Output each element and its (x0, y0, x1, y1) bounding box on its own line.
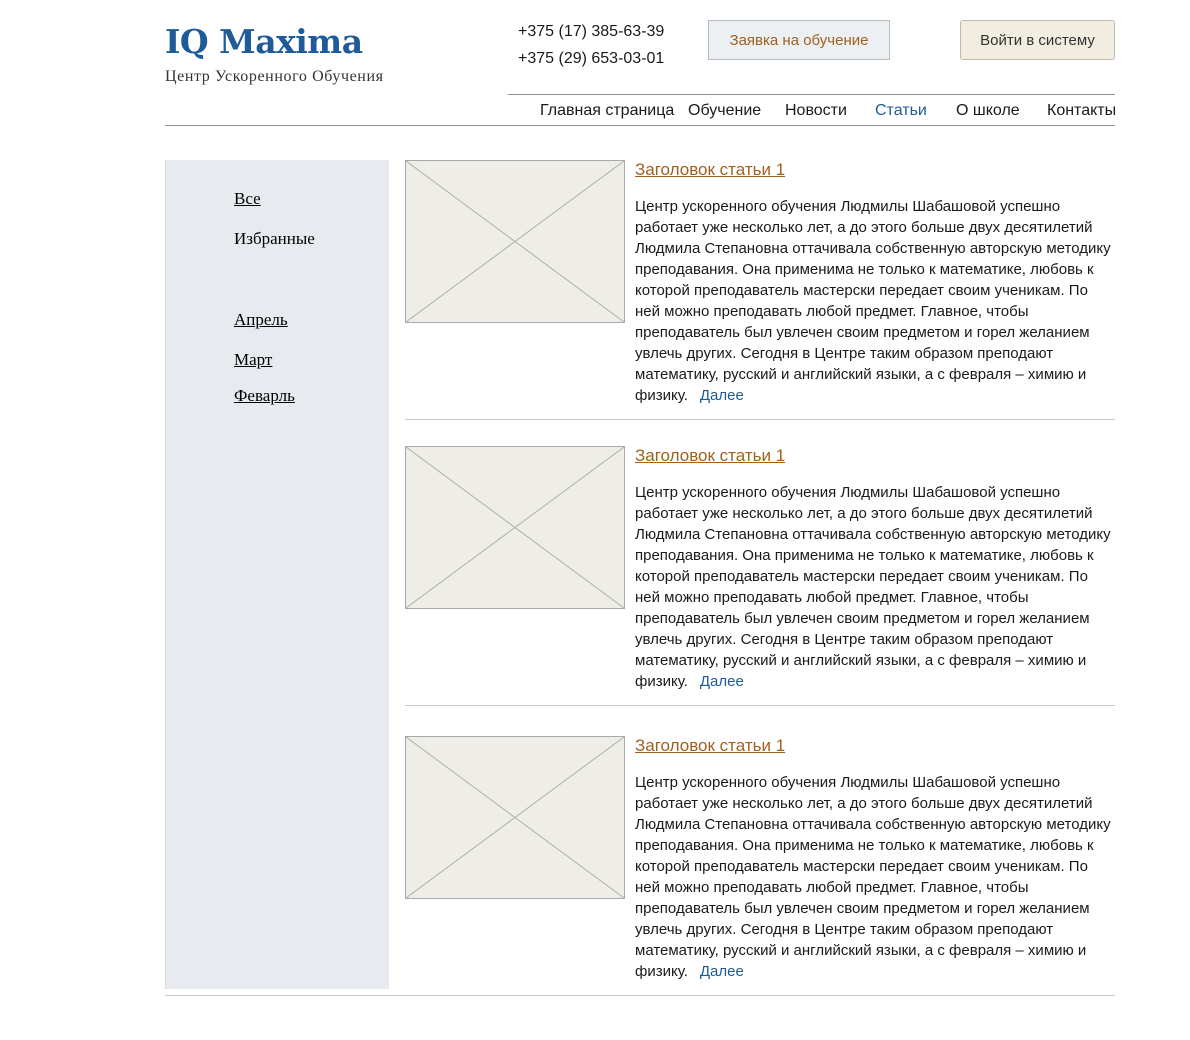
article-excerpt (635, 482, 1115, 692)
article-image-placeholder[interactable] (405, 446, 625, 609)
phone-number-1: +375 (17) 385-63-39 (518, 23, 665, 40)
image-placeholder-icon (406, 161, 624, 322)
article-divider (405, 419, 1115, 420)
nav-divider-top (508, 94, 1115, 95)
nav-item-about[interactable]: О школе (956, 102, 1020, 119)
article-excerpt-text: Центр ускоренного обучения Людмилы Шабашовой успешно работает уже несколько лет, а до этого больше двух десятилетий Людмила Степановна оттачивала собственную авторскую методику преподавания. Она применима не только к математике, любовь к которой преподаватель мастерски передает своим ученикам. По ней можно преподавать любой предмет. Главное, чтобы преподаватель был увлечен своим предметом и горел желанием увлечь других. Сегодня в Центре таким образом преподают математику, русский и английский языки, а с февраля – химию и физику. (635, 198, 1111, 404)
nav-item-contacts[interactable]: Контакты (1047, 102, 1117, 119)
filter-all-link[interactable]: Все (234, 189, 261, 208)
article-title-link[interactable]: Заголовок статьи 1 (635, 446, 786, 465)
image-placeholder-icon (406, 447, 624, 608)
footer-divider (165, 995, 1115, 996)
nav-item-training[interactable]: Обучение (688, 102, 762, 119)
article-excerpt (635, 196, 1115, 406)
nav-item-home[interactable]: Главная страница (540, 102, 675, 119)
sidebar (165, 160, 389, 989)
apply-for-training-button[interactable]: Заявка на обучение (708, 20, 890, 60)
read-more-link[interactable]: Далее (699, 963, 744, 980)
logo-title[interactable]: IQ Maxima (165, 22, 363, 61)
phone-number-2: +375 (29) 653-03-01 (518, 50, 665, 67)
image-placeholder-icon (406, 737, 624, 898)
article-excerpt-text: Центр ускоренного обучения Людмилы Шабашовой успешно работает уже несколько лет, а до этого больше двух десятилетий Людмила Степановна оттачивала собственную авторскую методику преподавания. Она применима не только к математике, любовь к которой преподаватель мастерски передает своим ученикам. По ней можно преподавать любой предмет. Главное, чтобы преподаватель был увлечен своим предметом и горел желанием увлечь других. Сегодня в Центре таким образом преподают математику, русский и английский языки, а с февраля – химию и физику. (635, 774, 1111, 980)
article-title-link[interactable]: Заголовок статьи 1 (635, 736, 786, 755)
filter-favorites-link[interactable]: Избранные (234, 229, 315, 248)
article-title-link[interactable]: Заголовок статьи 1 (635, 160, 786, 179)
article-divider (405, 705, 1115, 706)
article-excerpt (635, 772, 1115, 982)
read-more-link[interactable]: Далее (699, 387, 744, 404)
article-excerpt-text: Центр ускоренного обучения Людмилы Шабашовой успешно работает уже несколько лет, а до этого больше двух десятилетий Людмила Степановна оттачивала собственную авторскую методику преподавания. Она применима не только к математике, любовь к которой преподаватель мастерски передает своим ученикам. По ней можно преподавать любой предмет. Главное, чтобы преподаватель был увлечен своим предметом и горел желанием увлечь других. Сегодня в Центре таким образом преподают математику, русский и английский языки, а с февраля – химию и физику. (635, 484, 1111, 690)
read-more-link[interactable]: Далее (699, 673, 744, 690)
login-button[interactable]: Войти в систему (960, 20, 1115, 60)
article-image-placeholder[interactable] (405, 736, 625, 899)
nav-item-articles[interactable]: Статьи (875, 102, 927, 119)
month-april-link[interactable]: Апрель (234, 310, 288, 329)
month-march-link[interactable]: Март (234, 350, 273, 369)
month-february-link[interactable]: Феварль (234, 386, 295, 405)
logo-subtitle: Центр Ускоренного Обучения (165, 68, 384, 85)
article-image-placeholder[interactable] (405, 160, 625, 323)
header-divider (165, 125, 1115, 126)
nav-item-news[interactable]: Новости (785, 102, 847, 119)
